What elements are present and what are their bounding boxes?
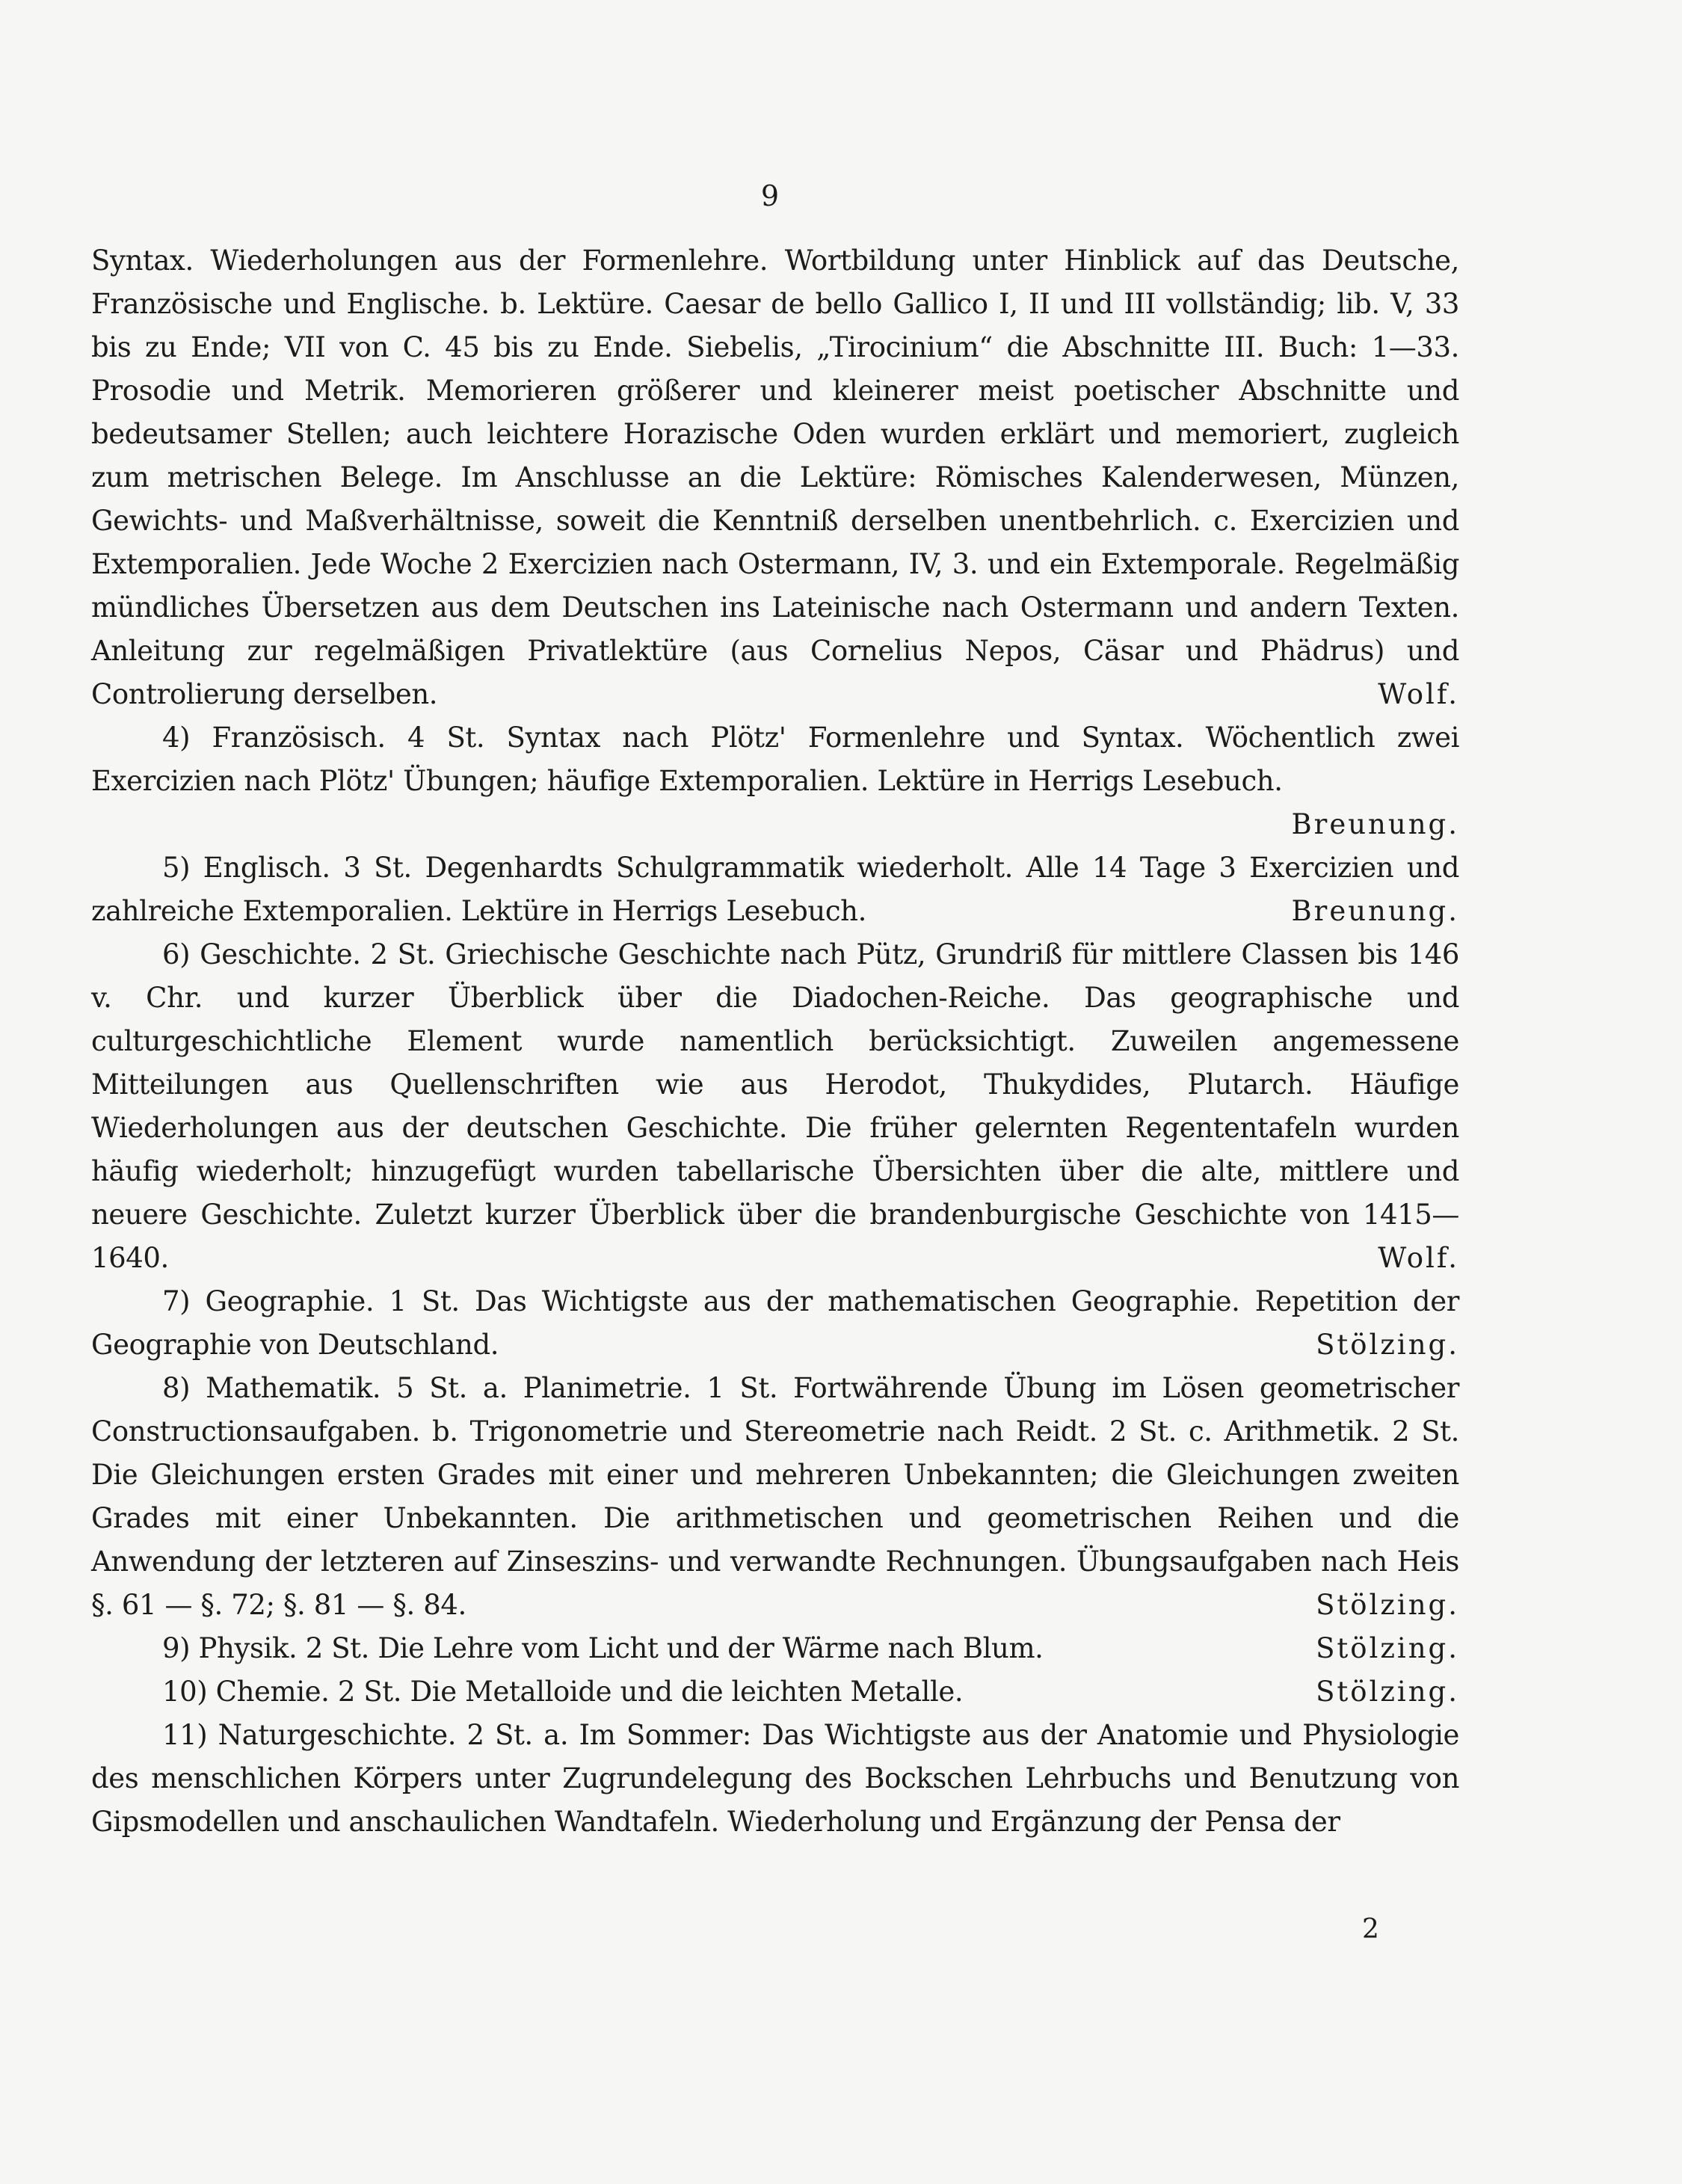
paragraph-text: 9) Physik. 2 St. Die Lehre vom Licht und der Wärme nach Blum. <box>162 1632 1044 1664</box>
paragraph-franzoesisch <box>91 716 1459 840</box>
paragraph-englisch <box>91 846 1459 933</box>
signature: Stölzing. <box>1316 1329 1459 1361</box>
paragraph-text: 7) Geographie. 1 St. Das Wichtigste aus der mathematischen Geographie. Repetition der Geographie von Deutschland. <box>91 1285 1459 1361</box>
paragraph-naturgeschichte <box>91 1714 1459 1844</box>
signature: Stölzing. <box>1316 1632 1459 1664</box>
signature: Wolf. <box>1378 678 1459 710</box>
paragraph-text: 4) Französisch. 4 St. Syntax nach Plötz' Formenlehre und Syntax. Wöchentlich zwei Exercizien nach Plötz' Übungen; häufige Extemporalien. Lektüre in Herrigs Lesebuch. <box>91 722 1459 797</box>
page-number: 9 <box>760 179 780 212</box>
paragraph-geographie <box>91 1280 1459 1367</box>
paragraph-latin-continued <box>91 239 1459 716</box>
paragraph-chemie <box>91 1670 1459 1714</box>
paragraph-text: 5) Englisch. 3 St. Degenhardts Schulgrammatik wiederholt. Alle 14 Tage 3 Exercizien und zahlreiche Extemporalien. Lektüre in Herrigs Lesebuch. <box>91 852 1459 927</box>
paragraph-text: 8) Mathematik. 5 St. a. Planimetrie. 1 St. Fortwährende Übung im Lösen geometrischer Constructionsaufgaben. b. Trigonometrie und Stereometrie nach Reidt. 2 St. c. Arithmetik. 2 St. Die Gleichungen ersten Grades mit einer und mehreren Unbekannten; die Gleichungen zweiten Grades mit einer Unbekannten. Die arithmetischen und geometrischen Reihen und die Anwendung der letzteren auf Zinseszins- und verwandte Rechnungen. Übungsaufgaben nach Heis §. 61 — §. 72; §. 81 — §. 84. <box>91 1372 1459 1621</box>
paragraph-text: 10) Chemie. 2 St. Die Metalloide und die leichten Metalle. <box>162 1676 964 1708</box>
paragraph-text: Syntax. Wiederholungen aus der Formenlehre. Wortbildung unter Hinblick auf das Deutsche, Französische und Englische. b. Lektüre. Caesar de bello Gallico I, II und III vollständig; lib. V, 33 bis zu Ende; VII von C. 45 bis zu Ende. Siebelis, „Tirocinium“ die Abschnitte III. Buch: 1—33. Prosodie und Metrik. Memorieren größerer und kleinerer meist poetischer Abschnitte und bedeutsamer Stellen; auch leichtere Horazische Oden wurden erklärt und memoriert, zugleich zum metrischen Belege. Im Anschlusse an die Lektüre: Römisches Kalenderwesen, Münzen, Gewichts- und Maßverhältnisse, soweit die Kenntniß derselben unentbehrlich. c. Exercizien und Extemporalien. Jede Woche 2 Exercizien nach Ostermann, IV, 3. und ein Extemporale. Regelmäßig mündliches Übersetzen aus dem Deutschen ins Lateinische nach Ostermann und andern Texten. Anleitung zur regelmäßigen Privatlektüre (aus Cornelius Nepos, Cäsar und Phädrus) und Controlierung derselben. <box>91 244 1459 710</box>
paragraph-geschichte <box>91 933 1459 1280</box>
paragraph-physik <box>91 1627 1459 1670</box>
signature: Wolf. <box>1378 1242 1459 1274</box>
signature: Stölzing. <box>1316 1589 1459 1621</box>
page-body <box>91 239 1459 1844</box>
paragraph-mathematik <box>91 1367 1459 1627</box>
footer-number: 2 <box>1362 1914 1379 1945</box>
signature: Breunung. <box>1291 808 1459 840</box>
signature: Breunung. <box>1291 895 1459 927</box>
signature: Stölzing. <box>1316 1676 1459 1708</box>
paragraph-text: 6) Geschichte. 2 St. Griechische Geschichte nach Pütz, Grundriß für mittlere Classen bis 146 v. Chr. und kurzer Überblick über die Diadochen-Reiche. Das geographische und culturgeschichtliche Element wurde namentlich berücksichtigt. Zuweilen angemessene Mitteilungen aus Quellenschriften wie aus Herodot, Thukydides, Plutarch. Häufige Wiederholungen aus der deutschen Geschichte. Die früher gelernten Regententafeln wurden häufig wiederholt; hinzugefügt wurden tabellarische Übersichten über die alte, mittlere und neuere Geschichte. Zuletzt kurzer Überblick über die brandenburgische Geschichte von 1415—1640. <box>91 938 1459 1274</box>
paragraph-text: 11) Naturgeschichte. 2 St. a. Im Sommer: Das Wichtigste aus der Anatomie und Physiologie des menschlichen Körpers unter Zugrundelegung des Bockschen Lehrbuchs und Benutzung von Gipsmodellen und anschaulichen Wandtafeln. Wiederholung und Ergänzung der Pensa der <box>91 1719 1459 1838</box>
